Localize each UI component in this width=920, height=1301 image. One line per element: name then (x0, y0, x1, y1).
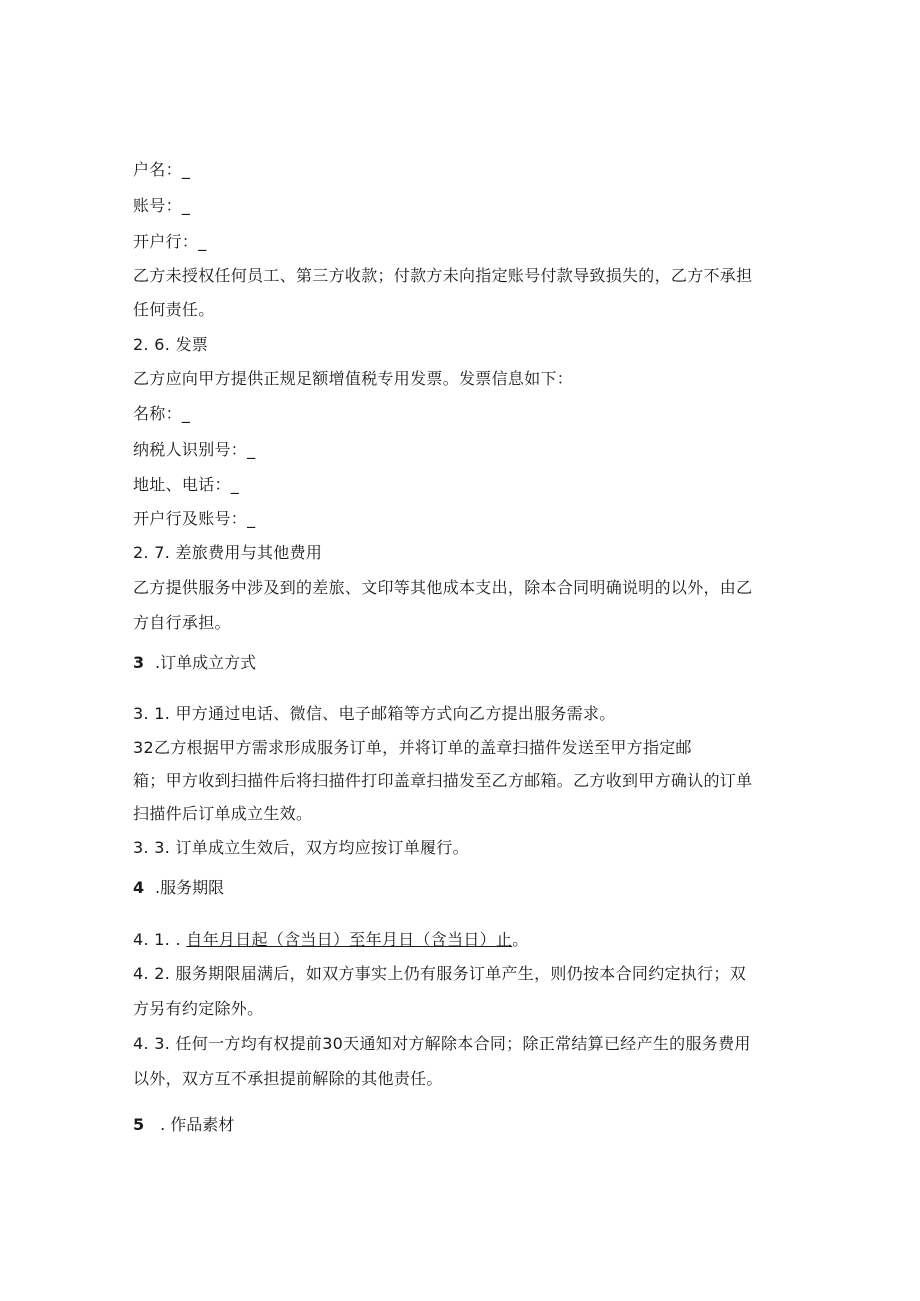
section-5-number: 5 (133, 1115, 145, 1134)
section-4-1-suffix: 。 (512, 930, 529, 949)
bank-account-number-line: 账号：_ (133, 196, 191, 215)
section-4-heading (133, 878, 224, 898)
section-3-2-line-3: 扫描件后订单成立生效。 (133, 804, 313, 823)
section-4-1 (133, 930, 529, 950)
section-2-6-title: 2. 6. 发票 (133, 335, 209, 354)
bank-account-name-line: 户名：_ (133, 160, 191, 179)
section-3-2-line-2: 箱；甲方收到扫描件后将扫描件打印盖章扫描发至乙方邮箱。乙方收到甲方确认的订单 (133, 771, 753, 790)
section-3-1: 3. 1. 甲方通过电话、微信、电子邮箱等方式向乙方提出服务需求。 (133, 704, 616, 723)
section-3-title: .订单成立方式 (155, 653, 257, 672)
section-3-heading (133, 653, 256, 673)
section-2-7-body-line-2: 方自行承担。 (133, 613, 231, 632)
section-5-heading (133, 1115, 234, 1135)
section-3-number: 3 (133, 653, 145, 672)
section-3-2-line-1: 32乙方根据甲方需求形成服务订单，并将订单的盖章扫描件发送至甲方指定邮 (133, 738, 692, 757)
section-2-7-body-line-1: 乙方提供服务中涉及到的差旅、文印等其他成本支出，除本合同明确说明的以外，由乙 (133, 578, 753, 597)
payment-notice-line-2: 任何责任。 (133, 300, 215, 319)
section-2-6-body: 乙方应向甲方提供正规足额增值税专用发票。发票信息如下： (133, 369, 574, 388)
service-period-underlined: 自年月日起（含当日）至年月日（含当日）止 (186, 930, 513, 949)
section-4-3-line-2: 以外，双方互不承担提前解除的其他责任。 (133, 1069, 443, 1088)
invoice-address-line: 地址、电话：_ (133, 475, 240, 494)
section-4-number: 4 (133, 878, 145, 897)
section-5-title: . 作品素材 (155, 1115, 235, 1134)
section-4-3-line-1: 4. 3. 任何一方均有权提前30天通知对方解除本合同；除正常结算已经产生的服务费用 (133, 1034, 751, 1053)
section-4-2-line-1: 4. 2. 服务期限届满后，如双方事实上仍有服务订单产生，则仍按本合同约定执行；双 (133, 964, 747, 983)
invoice-bank-line: 开户行及账号：_ (133, 509, 256, 528)
invoice-name-line: 名称：_ (133, 404, 191, 423)
section-3-3: 3. 3. 订单成立生效后，双方均应按订单履行。 (133, 838, 469, 857)
invoice-taxid-line: 纳税人识别号：_ (133, 440, 256, 459)
bank-name-line: 开户行：_ (133, 232, 207, 251)
payment-notice-line-1: 乙方未授权任何员工、第三方收款；付款方未向指定账号付款导致损失的，乙方不承担 (133, 266, 753, 285)
section-4-1-prefix: 4. 1. . (133, 930, 187, 949)
section-2-7-title: 2. 7. 差旅费用与其他费用 (133, 543, 323, 562)
section-4-title: .服务期限 (155, 878, 225, 897)
section-4-2-line-2: 方另有约定除外。 (133, 999, 264, 1018)
